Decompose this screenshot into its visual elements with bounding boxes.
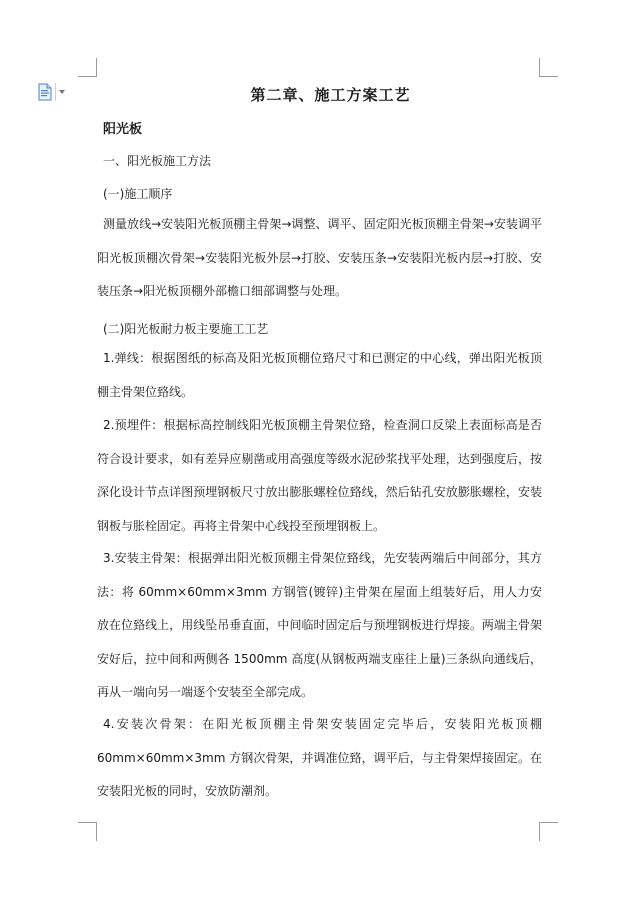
chevron-down-icon[interactable] — [55, 83, 67, 101]
document-body — [97, 80, 542, 798]
document-map-widget[interactable] — [37, 82, 69, 102]
subsection-heading: 一、阳光板施工方法 — [103, 154, 212, 168]
item-heading-order: (一)施工顺序 — [103, 187, 173, 201]
paragraph-step-1: 1.弹线：根据图纸的标高及阳光板顶棚位臵尺寸和已测定的中心线，弹出阳光板顶棚主骨架位臵线。 — [97, 351, 542, 399]
paragraph-step-4: 4.安装次骨架：在阳光板顶棚主骨架安装固定完毕后，安装阳光板顶棚 60mm×60mm×3mm 方钢次骨架，并调准位臵，调平后，与主骨架焊接固定。在安装阳光板的同时，安放防潮剂。 — [97, 717, 542, 798]
crop-mark-top-left — [78, 58, 97, 77]
page-title: 第二章、施工方案工艺 — [250, 86, 411, 104]
paragraph-step-3: 3.安装主骨架：根据弹出阳光板顶棚主骨架位臵线，先安装两端后中间部分，其方法：将 60mm×60mm×3mm 方钢管(镀锌)主骨架在屋面上组装好后，用人力安放在位臵线上，用线坠吊垂直面，中间临时固定后与预埋钢板进行焊接。两端主骨架安好后，拉中间和两侧各 1500mm 高度(从钢板两端支座往上量)三条纵向通线后，再从一端向另一端逐个安装至全部完成。 — [97, 551, 542, 699]
document-icon[interactable] — [37, 83, 53, 101]
paragraph-step-2: 2.预埋件：根据标高控制线阳光板顶棚主骨架位臵，检查洞口反梁上表面标高是否符合设计要求，如有差异应剔凿或用高强度等级水泥砂浆找平处理，达到强度后，按深化设计节点详图预埋钢板尺寸放出膨胀螺栓位臵线，然后钻孔安放膨胀螺栓，安装钢板与胀栓固定。再将主骨架中心线投至预埋钢板上。 — [97, 418, 542, 533]
crop-mark-bottom-left — [78, 822, 97, 841]
section-heading: 阳光板 — [103, 122, 143, 137]
item-heading-process: (二)阳光板耐力板主要施工工艺 — [103, 322, 269, 336]
crop-mark-top-right — [539, 58, 558, 77]
paragraph-order: 测量放线→安装阳光板顶棚主骨架→调整、调平、固定阳光板顶棚主骨架→安装调平阳光板顶棚次骨架→安装阳光板外层→打胶、安装压条→安装阳光板内层→打胶、安装压条→阳光板顶棚外部檐口细部调整与处理。 — [97, 217, 542, 298]
crop-mark-bottom-right — [539, 822, 558, 841]
